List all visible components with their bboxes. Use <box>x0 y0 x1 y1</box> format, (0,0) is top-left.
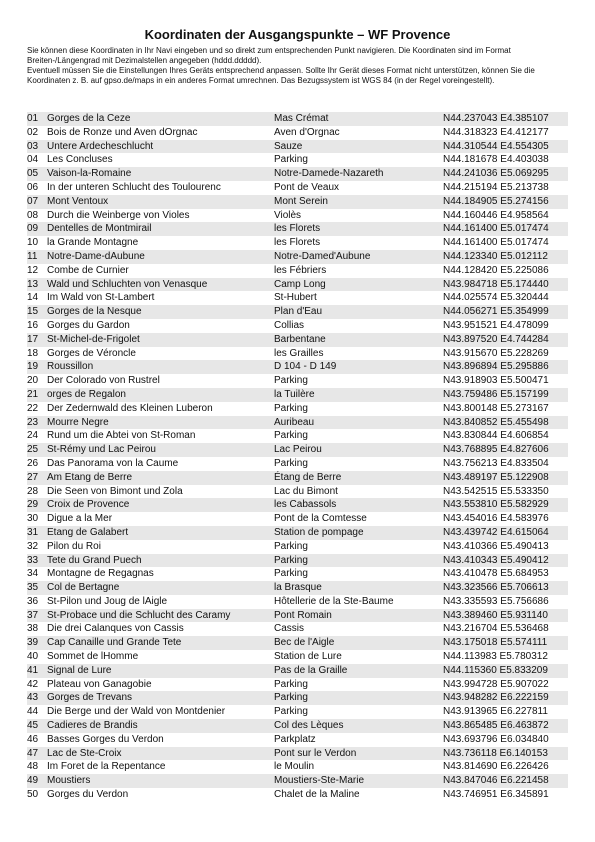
row-number: 16 <box>27 319 39 331</box>
row-number: 26 <box>27 457 39 469</box>
intro-paragraph-2: Eventuell müssen Sie die Einstellungen Ihres Geräts entsprechend anpassen. Sollte Ihr Gerät dieses Format nicht unterstützen, können Sie die Koordinaten z. B. auf gpso.de/maps in ein anderes Format umrechnen. Das Bezugssystem ist WGS 84 (in der Regel voreingestellt). <box>27 66 535 85</box>
location-name: St-Hubert <box>274 292 317 304</box>
start-point-name: Am Etang de Berre <box>47 471 133 483</box>
location-name: les Fébriers <box>274 264 327 276</box>
row-number: 42 <box>27 678 39 690</box>
coordinates: N43.768895 E4.827606 <box>443 444 549 456</box>
table-row <box>27 347 568 361</box>
coordinates: N43.693796 E6.034840 <box>443 733 549 745</box>
coordinates: N44.181678 E4.403038 <box>443 154 549 166</box>
table-row <box>27 153 568 167</box>
start-point-name: Moustiers <box>47 775 91 787</box>
location-name: Pas de la Graille <box>274 664 348 676</box>
table-row <box>27 471 568 485</box>
start-point-name: Mourre Negre <box>47 416 109 428</box>
start-point-name: Gorges de la Ceze <box>47 113 131 124</box>
row-number: 44 <box>27 706 39 718</box>
row-number: 35 <box>27 582 39 594</box>
location-name: les Florets <box>274 237 321 249</box>
intro-paragraph-1: Sie können diese Koordinaten in Ihr Navi eingeben und so direkt zum entsprechenden Punkt navigieren. Die Koordinaten sind im Format Breiten-/Längengrad mit Dezimalstellen angegeben (hddd.ddddd). <box>27 46 511 65</box>
row-number: 11 <box>27 250 38 262</box>
coordinates: N43.918903 E5.500471 <box>443 375 549 387</box>
coordinates: N43.915670 E5.228269 <box>443 347 549 359</box>
table-row <box>27 554 568 568</box>
row-number: 17 <box>27 333 39 345</box>
start-point-name: Gorges de la Nesque <box>47 306 142 318</box>
row-number: 02 <box>27 126 39 138</box>
coordinates: N44.115360 E5.833209 <box>443 664 548 676</box>
row-number: 23 <box>27 416 39 428</box>
start-point-name: Col de Bertagne <box>47 582 120 594</box>
start-point-name: la Grande Montagne <box>47 237 139 249</box>
coordinates: N44.310544 E4.554305 <box>443 140 549 152</box>
coordinates: N43.323566 E5.706613 <box>443 582 549 594</box>
row-number: 03 <box>27 140 39 152</box>
table-row <box>27 278 568 292</box>
location-name: Lac Peirou <box>274 444 322 456</box>
coordinates: N44.160446 E4.958564 <box>443 209 549 221</box>
table-row <box>27 236 568 250</box>
table-row <box>27 209 568 223</box>
table-row <box>27 319 568 333</box>
start-point-name: Untere Ardecheschlucht <box>47 140 154 152</box>
row-number: 28 <box>27 485 39 497</box>
coordinates: N44.128420 E5.225086 <box>443 264 549 276</box>
coordinates: N43.913965 E6.227811 <box>443 706 548 718</box>
coordinates: N43.814690 E6.226426 <box>443 761 549 773</box>
location-name: la Brasque <box>274 582 322 594</box>
row-number: 01 <box>27 113 39 124</box>
location-name: Barbentane <box>274 333 326 345</box>
table-row <box>27 126 568 140</box>
location-name: Auribeau <box>274 416 315 428</box>
row-number: 15 <box>27 306 39 318</box>
location-name: Parking <box>274 692 308 704</box>
coordinates: N44.056271 E5.354999 <box>443 306 549 318</box>
coordinates: N43.951521 E4.478099 <box>443 319 549 331</box>
coordinates: N43.830844 E4.606854 <box>443 430 549 442</box>
row-number: 10 <box>27 237 39 249</box>
table-row <box>27 581 568 595</box>
location-name: Parking <box>274 154 308 166</box>
table-row <box>27 622 568 636</box>
row-number: 09 <box>27 223 39 235</box>
location-name: Cassis <box>274 623 305 635</box>
row-number: 49 <box>27 775 39 787</box>
table-row <box>27 416 568 430</box>
table-row <box>27 595 568 609</box>
location-name: Parking <box>274 402 308 414</box>
location-name: Parking <box>274 430 308 442</box>
table-row <box>27 733 568 747</box>
location-name: la Tuilère <box>274 388 315 400</box>
coordinates: N43.410478 E5.684953 <box>443 568 549 580</box>
location-name: Pont sur le Verdon <box>274 747 357 759</box>
coordinates: N43.865485 E6.463872 <box>443 720 549 732</box>
location-name: Mont Serein <box>274 195 328 207</box>
row-number: 24 <box>27 430 39 442</box>
start-point-name: Gorges du Verdon <box>47 789 129 801</box>
row-number: 37 <box>27 609 39 621</box>
table-row <box>27 705 568 719</box>
location-name: Camp Long <box>274 278 326 290</box>
coordinates: N43.840852 E5.455498 <box>443 416 549 428</box>
table-row <box>27 760 568 774</box>
coordinates: N43.847046 E6.221458 <box>443 775 549 787</box>
table-row <box>27 691 568 705</box>
row-number: 05 <box>27 168 39 180</box>
start-point-name: St-Pilon und Joug de lAigle <box>47 595 168 607</box>
start-point-name: In der unteren Schlucht des Toulourenc <box>47 181 221 193</box>
table-row <box>27 485 568 499</box>
coordinates: N44.113983 E5.780312 <box>443 651 548 663</box>
start-point-name: Lac de Ste-Croix <box>47 747 122 759</box>
coordinates: N43.216704 E5.536468 <box>443 623 549 635</box>
start-point-name: Bois de Ronze und Aven dOrgnac <box>47 126 198 138</box>
location-name: Pont de la Comtesse <box>274 513 367 525</box>
row-number: 41 <box>27 664 39 676</box>
table-row <box>27 609 568 623</box>
row-number: 33 <box>27 554 39 566</box>
start-point-name: St-Michel-de-Frigolet <box>47 333 140 345</box>
coordinates: N43.410343 E5.490412 <box>443 554 549 566</box>
start-point-name: Gorges de Trevans <box>47 692 133 704</box>
start-point-name: Signal de Lure <box>47 664 112 676</box>
row-number: 50 <box>27 789 39 801</box>
row-number: 18 <box>27 347 39 359</box>
coordinates: N43.800148 E5.273167 <box>443 402 549 414</box>
coordinates: N43.454016 E4.583976 <box>443 513 549 525</box>
table-row <box>27 540 568 554</box>
row-number: 21 <box>27 388 39 400</box>
start-point-name: Gorges du Gardon <box>47 319 130 331</box>
start-point-name: Wald und Schluchten von Venasque <box>47 278 208 290</box>
table-row <box>27 167 568 181</box>
coordinates: N44.184905 E5.274156 <box>443 195 549 207</box>
row-number: 40 <box>27 651 39 663</box>
table-row <box>27 291 568 305</box>
start-point-name: Durch die Weinberge von Violes <box>47 209 190 221</box>
row-number: 22 <box>27 402 39 414</box>
table-row <box>27 250 568 264</box>
start-point-name: Cadieres de Brandis <box>47 720 138 732</box>
row-number: 32 <box>27 540 39 552</box>
coordinates: N43.756213 E4.833504 <box>443 457 549 469</box>
location-name: Parking <box>274 540 308 552</box>
start-point-name: Plateau von Ganagobie <box>47 678 152 690</box>
start-point-name: Rund um die Abtei von St-Roman <box>47 430 196 442</box>
start-point-name: St-Rémy und Lac Peirou <box>47 444 156 456</box>
start-point-name: Die Seen von Bimont und Zola <box>47 485 183 497</box>
coordinates-table <box>27 112 568 802</box>
row-number: 25 <box>27 444 39 456</box>
table-row <box>27 664 568 678</box>
location-name: Pont de Veaux <box>274 181 340 193</box>
table-row <box>27 636 568 650</box>
coordinates: N43.736118 E6.140153 <box>443 747 548 759</box>
start-point-name: Cap Canaille und Grande Tete <box>47 637 182 649</box>
table-row <box>27 567 568 581</box>
start-point-name: Gorges de Véroncle <box>47 347 136 359</box>
coordinates: N44.318323 E4.412177 <box>443 126 549 138</box>
coordinates: N44.025574 E5.320444 <box>443 292 549 304</box>
coordinates: N43.553810 E5.582929 <box>443 499 549 511</box>
coordinates: N44.161400 E5.017474 <box>443 223 549 235</box>
location-name: Parkplatz <box>274 733 316 745</box>
location-name: Parking <box>274 457 308 469</box>
location-name: Lac du Bimont <box>274 485 338 497</box>
location-name: les Grailles <box>274 347 324 359</box>
table-row <box>27 526 568 540</box>
start-point-name: Im Wald von St-Lambert <box>47 292 155 304</box>
start-point-name: Tete du Grand Puech <box>47 554 142 566</box>
table-row <box>27 498 568 512</box>
start-point-name: Etang de Galabert <box>47 526 129 538</box>
start-point-name: Der Colorado von Rustrel <box>47 375 160 387</box>
start-point-name: Digue a la Mer <box>47 513 113 525</box>
start-point-name: Combe de Curnier <box>47 264 129 276</box>
location-name: le Moulin <box>274 761 315 773</box>
location-name: Notre-Damed'Aubune <box>274 250 371 262</box>
row-number: 45 <box>27 720 39 732</box>
coordinates: N44.237043 E4.385107 <box>443 113 549 124</box>
location-name: Parking <box>274 554 308 566</box>
row-number: 36 <box>27 595 39 607</box>
coordinates: N43.984718 E5.174440 <box>443 278 549 290</box>
location-name: Mas Crémat <box>274 113 329 124</box>
location-name: D 104 - D 149 <box>274 361 337 373</box>
table-row <box>27 512 568 526</box>
coordinates: N43.335593 E5.756686 <box>443 595 549 607</box>
row-number: 43 <box>27 692 39 704</box>
row-number: 14 <box>27 292 39 304</box>
location-name: Chalet de la Maline <box>274 789 360 801</box>
table-row <box>27 374 568 388</box>
location-name: Notre-Damede-Nazareth <box>274 168 384 180</box>
table-row <box>27 388 568 402</box>
coordinates: N43.759486 E5.157199 <box>443 388 549 400</box>
start-point-name: St-Probace und die Schlucht des Caramy <box>47 609 231 621</box>
table-row <box>27 264 568 278</box>
start-point-name: Die Berge und der Wald von Montdenier <box>47 706 226 718</box>
start-point-name: Mont Ventoux <box>47 195 109 207</box>
location-name: Parking <box>274 706 308 718</box>
coordinates: N43.994728 E5.907022 <box>443 678 549 690</box>
start-point-name: Die drei Calanques von Cassis <box>47 623 184 635</box>
location-name: Parking <box>274 568 308 580</box>
row-number: 47 <box>27 747 39 759</box>
location-name: Aven d'Orgnac <box>274 126 340 138</box>
page-title: Koordinaten der Ausgangspunkte – WF Provence <box>144 27 451 42</box>
location-name: Plan d'Eau <box>274 306 323 318</box>
row-number: 19 <box>27 361 39 373</box>
table-row <box>27 719 568 733</box>
table-row <box>27 788 568 802</box>
table-row <box>27 195 568 209</box>
table-row <box>27 360 568 374</box>
start-point-name: Sommet de lHomme <box>47 651 139 663</box>
location-name: Parking <box>274 678 308 690</box>
row-number: 04 <box>27 154 39 166</box>
coordinates: N43.948282 E6.222159 <box>443 692 549 704</box>
table-row <box>27 747 568 761</box>
coordinates: N44.161400 E5.017474 <box>443 237 549 249</box>
table-row <box>27 443 568 457</box>
row-number: 39 <box>27 637 39 649</box>
start-point-name: Pilon du Roi <box>47 540 101 552</box>
coordinates: N43.489197 E5.122908 <box>443 471 549 483</box>
location-name: Collias <box>274 319 305 331</box>
table-row <box>27 457 568 471</box>
table-row <box>27 305 568 319</box>
table-row <box>27 140 568 154</box>
row-number: 31 <box>27 526 39 538</box>
table-row <box>27 650 568 664</box>
coordinates: N43.410366 E5.490413 <box>443 540 549 552</box>
row-number: 34 <box>27 568 39 580</box>
location-name: Col des Lèques <box>274 720 344 732</box>
location-name: Parking <box>274 375 308 387</box>
location-name: Station de pompage <box>274 526 364 538</box>
row-number: 12 <box>27 264 39 276</box>
location-name: Station de Lure <box>274 651 342 663</box>
start-point-name: orges de Regalon <box>47 388 126 400</box>
row-number: 38 <box>27 623 39 635</box>
row-number: 06 <box>27 181 39 193</box>
start-point-name: Croix de Provence <box>47 499 130 511</box>
location-name: les Cabassols <box>274 499 337 511</box>
start-point-name: Roussillon <box>47 361 94 373</box>
coordinates: N44.215194 E5.213738 <box>443 181 549 193</box>
coordinates: N43.897520 E4.744284 <box>443 333 549 345</box>
location-name: les Florets <box>274 223 321 235</box>
coordinates: N43.746951 E6.345891 <box>443 789 549 801</box>
intro-text <box>27 46 572 86</box>
row-number: 13 <box>27 278 39 290</box>
coordinates: N43.439742 E4.615064 <box>443 526 549 538</box>
coordinates: N44.123340 E5.012112 <box>443 250 548 262</box>
coordinates: N43.175018 E5.574111 <box>443 637 548 649</box>
location-name: Pont Romain <box>274 609 332 621</box>
start-point-name: Im Foret de la Repentance <box>47 761 166 773</box>
table-row <box>27 222 568 236</box>
table-row <box>27 181 568 195</box>
row-number: 07 <box>27 195 39 207</box>
location-name: Violès <box>274 209 302 221</box>
table-row <box>27 774 568 788</box>
location-name: Hôtellerie de la Ste-Baume <box>274 595 394 607</box>
table-row <box>27 678 568 692</box>
table-row <box>27 112 568 126</box>
row-number: 48 <box>27 761 39 773</box>
table-row <box>27 333 568 347</box>
table-row <box>27 402 568 416</box>
row-number: 20 <box>27 375 39 387</box>
coordinates: N43.896894 E5.295886 <box>443 361 549 373</box>
row-number: 27 <box>27 471 39 483</box>
location-name: Moustiers-Ste-Marie <box>274 775 365 787</box>
start-point-name: Basses Gorges du Verdon <box>47 733 164 745</box>
coordinates: N43.389460 E5.931140 <box>443 609 548 621</box>
location-name: Sauze <box>274 140 303 152</box>
start-point-name: Der Zedernwald des Kleinen Luberon <box>47 402 213 414</box>
start-point-name: Montagne de Regagnas <box>47 568 154 580</box>
coordinates: N44.241036 E5.069295 <box>443 168 549 180</box>
start-point-name: Notre-Dame-dAubune <box>47 250 145 262</box>
start-point-name: Das Panorama von la Caume <box>47 457 179 469</box>
row-number: 30 <box>27 513 39 525</box>
row-number: 08 <box>27 209 39 221</box>
row-number: 29 <box>27 499 39 511</box>
location-name: Bec de l'Aigle <box>274 637 335 649</box>
table-row <box>27 429 568 443</box>
location-name: Étang de Berre <box>274 471 342 483</box>
row-number: 46 <box>27 733 39 745</box>
start-point-name: Vaison-la-Romaine <box>47 168 132 180</box>
start-point-name: Dentelles de Montmirail <box>47 223 152 235</box>
start-point-name: Les Concluses <box>47 154 113 166</box>
coordinates: N43.542515 E5.533350 <box>443 485 549 497</box>
